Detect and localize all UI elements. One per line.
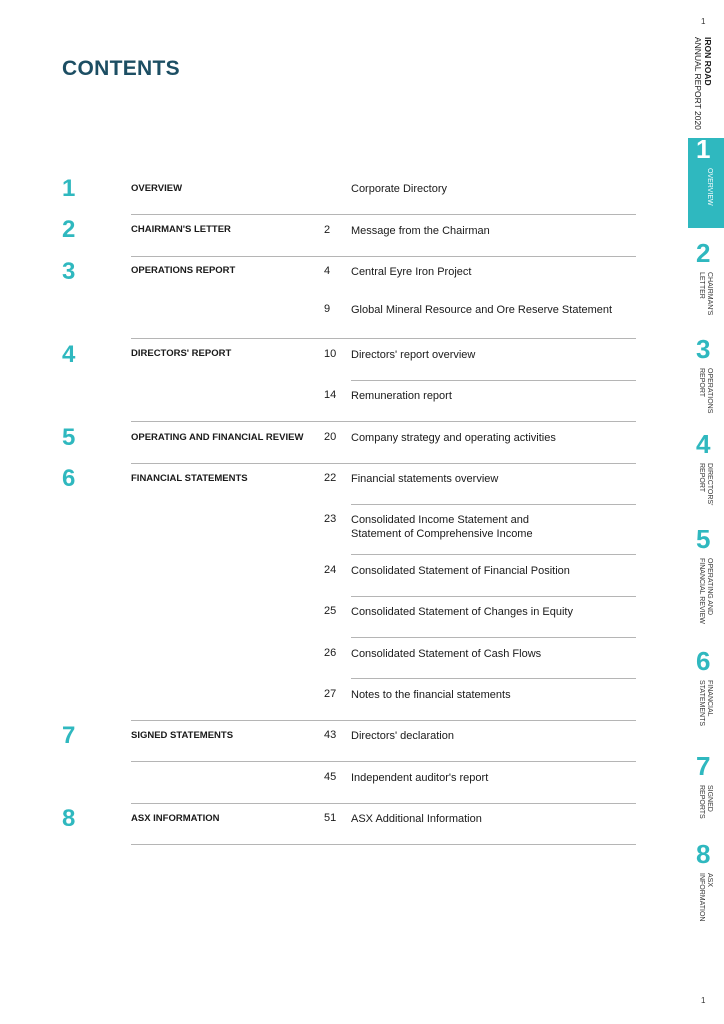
entry-page-number: 43 [324,729,337,741]
sidebar-tab-number: 6 [696,646,711,676]
page-number-bottom: 1 [701,996,706,1005]
sidebar-tab-number: 4 [696,429,711,459]
sidebar-tab-label-line: REPORT [698,463,705,493]
entry-title[interactable]: Consolidated Statement of Cash Flows [351,648,542,660]
divider [351,596,636,597]
sidebar-tab-label-line: FINANCIAL REVIEW [698,558,705,624]
entry-title[interactable]: Global Mineral Resource and Ore Reserve Statement [351,304,613,316]
entry-title[interactable]: Notes to the financial statements [351,689,511,701]
sidebar-tab-label [697,785,713,819]
section-number: 3 [62,258,76,285]
divider [131,761,636,762]
section-title[interactable]: SIGNED STATEMENTS [131,730,234,741]
entry-page-number: 9 [324,303,331,315]
sidebar-tab-label [697,873,713,921]
sidebar-tab-label-line: INFORMATION [698,873,705,922]
entry-page-number: 23 [324,513,337,525]
entry-title[interactable]: Corporate Directory [351,183,447,195]
divider [351,380,636,381]
section-title[interactable]: OVERVIEW [131,183,183,194]
entry-title[interactable]: Company strategy and operating activities [351,432,556,444]
running-head [693,37,713,130]
entry-page-number: 2 [324,224,331,236]
sidebar-tab-number: 1 [696,134,711,164]
sidebar-tab-number: 7 [696,751,711,781]
sidebar-tab-overview[interactable] [688,134,724,228]
divider [131,338,636,339]
sidebar-tab-label [697,558,713,624]
sidebar-tab-operations-report[interactable] [688,334,724,428]
sidebar-tab-label [697,272,713,315]
divider [131,214,636,215]
sidebar-tab-operating-financial-review[interactable] [688,524,724,624]
divider [351,504,636,505]
contents-title: CONTENTS [62,57,180,80]
section-number: 5 [62,424,76,451]
sidebar-tab-directors-report[interactable] [688,429,724,523]
sidebar-tab-label [697,680,713,726]
divider [131,256,636,257]
section-title[interactable]: DIRECTORS' REPORT [131,348,232,359]
divider [351,637,636,638]
sidebar-tab-label-line: SIGNED [706,785,713,812]
divider [131,844,636,845]
entry-title[interactable]: Financial statements overview [351,473,499,485]
section-title[interactable]: CHAIRMAN'S LETTER [131,224,231,235]
entry-title[interactable]: Directors' report overview [351,349,476,361]
entry-page-number: 20 [324,431,337,443]
section-title[interactable]: OPERATIONS REPORT [131,265,236,276]
divider [351,554,636,555]
divider [351,678,636,679]
divider [131,720,636,721]
entry-title[interactable]: Message from the Chairman [351,225,490,237]
sidebar-tab-label-line: REPORTS [698,785,705,819]
section-title[interactable]: OPERATING AND FINANCIAL REVIEW [131,432,304,443]
page-number-top: 1 [701,17,706,26]
entry-title[interactable]: Consolidated Statement of Financial Position [351,565,570,577]
entry-title-line: Statement of Comprehensive Income [351,528,533,540]
entry-title[interactable]: Central Eyre Iron Project [351,266,472,278]
sidebar-tab-number: 5 [696,524,711,554]
section-number: 6 [62,465,76,492]
sidebar-tab-label-line: ASX [706,873,713,888]
sidebar-tab-label [697,463,713,505]
entry-page-number: 14 [324,389,337,401]
entry-page-number: 22 [324,472,337,484]
entry-page-number: 27 [324,688,337,700]
sidebar-tab-label-line: OPERATING AND [706,558,713,616]
entry-page-number: 25 [324,605,337,617]
entry-page-number: 10 [324,348,337,360]
entry-title[interactable]: Consolidated Statement of Changes in Equity [351,606,573,618]
sidebar-tab-asx-information[interactable] [688,839,724,933]
sidebar-tab-financial-statements[interactable] [688,646,724,740]
sidebar-tab-label-line: REPORT [698,368,705,398]
section-number: 2 [62,216,76,243]
entry-page-number: 4 [324,265,331,277]
section-title[interactable]: FINANCIAL STATEMENTS [131,473,248,484]
section-number: 8 [62,805,76,832]
section-number: 7 [62,722,76,749]
sidebar-tab-chairmans-letter[interactable] [688,238,724,332]
divider [131,421,636,422]
entry-title-line: Consolidated Income Statement and [351,514,529,526]
sidebar-tab-label-line: CHAIRMAN'S [706,272,713,316]
entry-title[interactable] [351,513,631,541]
sidebar-tab-number: 2 [696,238,711,268]
divider [131,803,636,804]
section-number: 4 [62,341,76,368]
section-title[interactable]: ASX INFORMATION [131,813,220,824]
divider [131,463,636,464]
sidebar-tab-number: 8 [696,839,711,869]
sidebar-tab-label-line: OVERVIEW [706,168,713,206]
entry-page-number: 24 [324,564,337,576]
entry-title[interactable]: ASX Additional Information [351,813,482,825]
running-head-report: ANNUAL REPORT 2020 [693,37,703,130]
sidebar-tab-signed-reports[interactable] [688,751,724,845]
sidebar-tab-label-line: OPERATIONS [706,368,713,414]
sidebar-tab-number: 3 [696,334,711,364]
entry-title[interactable]: Independent auditor's report [351,772,489,784]
sidebar-tab-label-line: STATEMENTS [698,680,705,727]
section-number: 1 [62,175,76,202]
sidebar-tab-label [697,368,713,413]
entry-page-number: 51 [324,812,337,824]
running-head-brand: IRON ROAD [703,37,713,86]
sidebar-tab-label-line: LETTER [698,272,705,299]
sidebar-tab-label [705,168,713,206]
sidebar-tab-label-line: FINANCIAL [706,680,713,717]
entry-page-number: 45 [324,771,337,783]
sidebar-tab-label-line: DIRECTORS' [706,463,713,506]
entry-title[interactable]: Remuneration report [351,390,452,402]
entry-page-number: 26 [324,647,337,659]
entry-title[interactable]: Directors' declaration [351,730,454,742]
